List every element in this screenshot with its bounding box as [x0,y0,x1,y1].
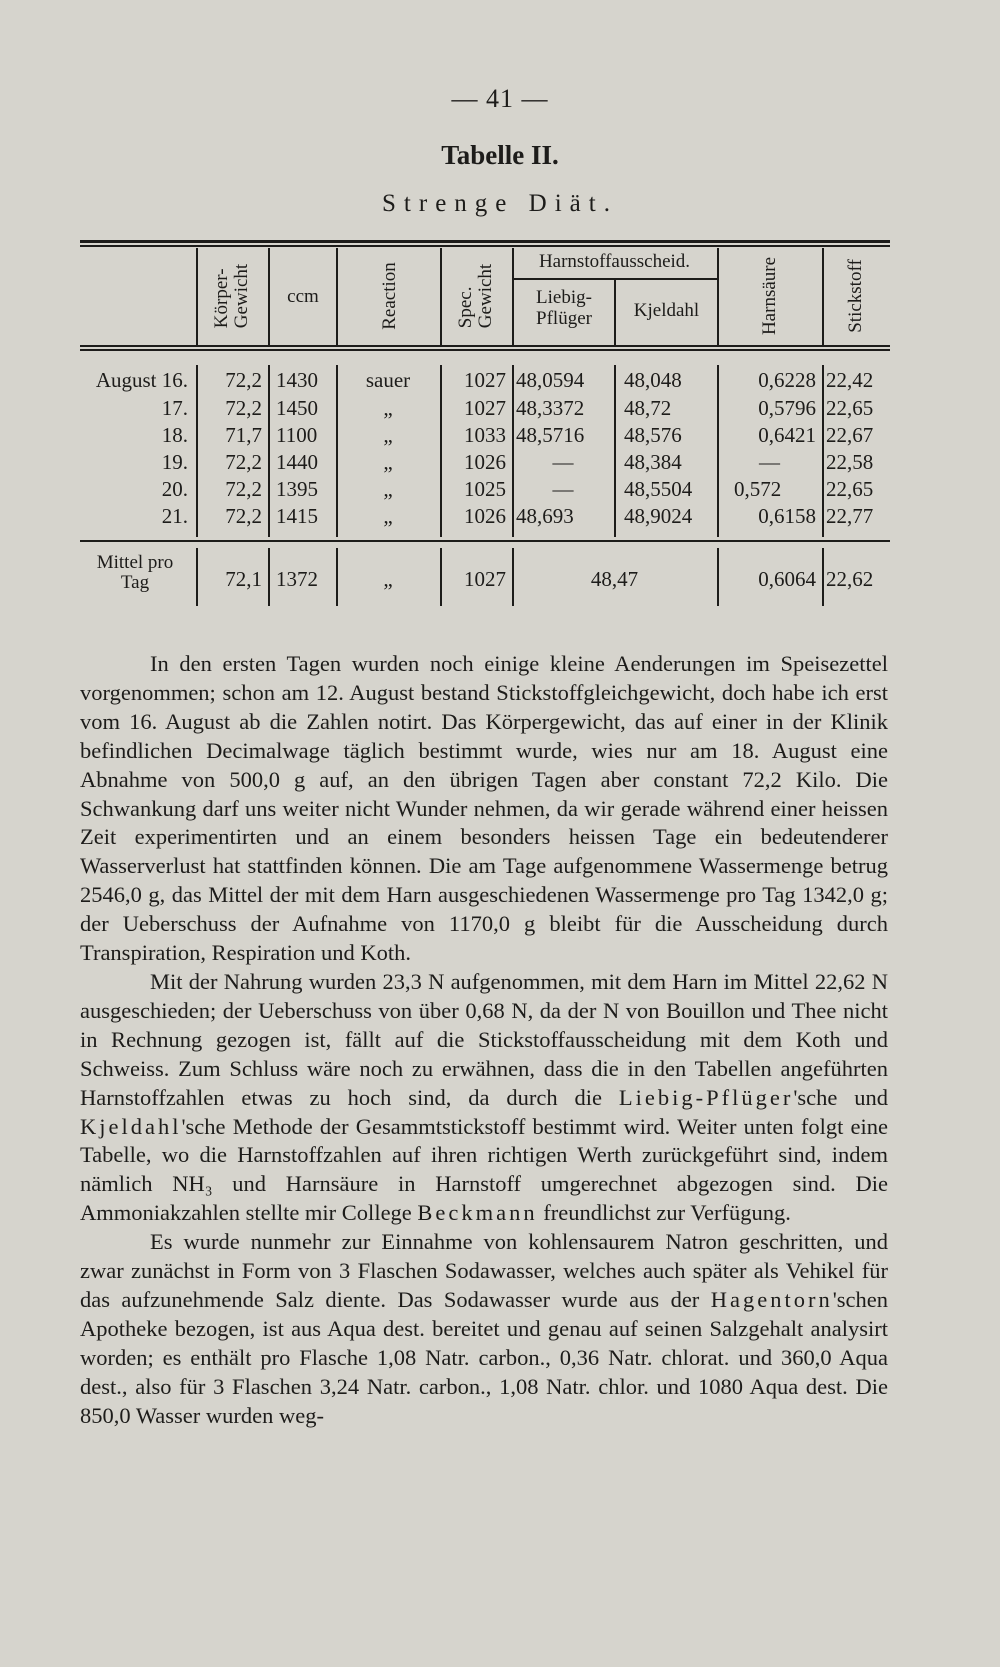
cell-liebig: — [552,450,574,474]
cell-reaction: sauer [365,368,411,392]
cell-date: 21. [161,504,188,528]
cell-kjeldahl: 48,048 [624,368,682,392]
cell-ccm: 1395 [276,477,318,501]
col-header-spec-gravity: Spec. Gewicht [455,263,496,329]
cell-liebig: — [552,477,574,501]
mean-urea: 48,47 [590,567,639,591]
col-divider [822,365,824,537]
cell-weight: 72,2 [225,504,262,528]
cell-reaction: „ [383,450,393,474]
cell-weight: 72,2 [225,450,262,474]
header-bottom-rule [80,345,890,347]
mean-reaction: „ [383,567,393,591]
paragraph-3-text-a: Es wurde nunmehr zur Einnahme von kohlensaurem Natron geschritten, und zwar zunächst in Form von 3 Flaschen Sodawasser, welches auch später als Vehikel für das aufzunehmende Salz diente. Das Sodawasser wurde aus der [80,1229,888,1312]
cell-reaction: „ [383,477,393,501]
cell-ccm: 1450 [276,396,318,420]
col-divider [717,248,719,346]
mean-label [78,553,192,593]
paragraph-2-text-b: 'sche und [793,1084,888,1110]
mean-spec: 1027 [464,567,506,591]
mean-ccm: 1372 [276,567,318,591]
cell-date: 19. [161,450,188,474]
col-header-liebig-pflueger: Liebig- Pflüger [536,287,592,329]
cell-kjeldahl: 48,5504 [624,477,693,501]
cell-liebig: 48,5716 [516,423,585,447]
cell-date: 20. [161,477,188,501]
mean-uric: 0,6064 [758,567,816,591]
cell-weight: 72,2 [225,477,262,501]
cell-uric: — [759,450,780,474]
cell-spec: 1026 [464,504,506,528]
paragraph-3-text-b: 'schen Apotheke bezogen, ist aus Aqua dest. bereitet und genau auf seinen Salzgehalt analysirt worden; es enthält pro Flasche 1,08 Natr. carbon., 0,36 Natr. chlorat. und 360,0 Aqua dest., also für 3 Flaschen 3,24 Natr. carbon., 1,08 Natr. chlor. und 1080 Aqua dest. Die 850,0 Wasser wurden weg- [80,1286,888,1428]
cell-ccm: 1440 [276,450,318,474]
mean-row-rule [80,540,890,542]
table-top-rule-thin [80,245,890,247]
cell-reaction: „ [383,423,393,447]
body-text [80,650,888,1430]
mean-weight: 72,1 [225,567,262,591]
cell-liebig: 48,693 [516,504,574,528]
cell-date: 18. [161,423,188,447]
cell-liebig: 48,0594 [516,368,585,392]
mean-label-line-1: Mittel pro [96,552,174,573]
cell-weight: 72,2 [225,396,262,420]
col-divider [268,365,270,537]
col-header-uric-acid: Harnsäure [759,256,781,336]
paragraph-1 [80,650,888,968]
table-top-rule [80,240,890,243]
cell-uric: 0,6158 [758,504,816,528]
col-header-weight: Körper- Gewicht [211,263,252,329]
cell-ccm: 1430 [276,368,318,392]
cell-spec: 1027 [464,396,506,420]
col-divider [268,548,270,606]
cell-date: 17. [161,396,188,420]
mean-nitrogen: 22,62 [826,567,874,591]
cell-liebig: 48,3372 [516,396,585,420]
cell-weight: 72,2 [225,368,262,392]
cell-uric: 0,5796 [758,396,816,420]
cell-nitrogen: 22,58 [826,450,874,474]
paragraph-2 [80,968,888,1228]
col-divider [614,365,616,537]
col-divider [196,248,198,346]
col-divider [822,548,824,606]
name-liebig-pflueger: Liebig-Pflüger [618,1084,794,1110]
table-subtitle: Strenge Diät. [382,190,618,217]
col-header-ccm: ccm [287,286,319,307]
mean-label-line-2: Tag [120,572,150,593]
cell-date: August 16. [95,368,188,392]
cell-kjeldahl: 48,384 [624,450,682,474]
col-header-nitrogen: Stickstoff [845,259,867,333]
cell-uric: 0,6228 [758,368,816,392]
cell-reaction: „ [383,396,393,420]
col-header-kjeldahl: Kjeldahl [633,300,700,321]
paragraph-1-text: In den ersten Tagen wurden noch einige kleine Aenderungen im Speisezettel vorgenommen; schon am 12. August bestand Stickstoffgleichgewicht, doch habe ich erst vom 16. August ab die Zahlen notirt. Das Körpergewicht, das auf einer in der Klinik befindlichen Decimalwage täglich bestimmt wurde, wies nur am 18. August eine Abnahme von 500,0 g auf, an den übrigen Tagen aber constant 72,2 Kilo. Die Schwankung darf uns weiter nicht Wunder nehmen, da wir gerade während einer heissen Zeit experimentirten und an einem besonders heissen Tage ein bedeutenderer Wasserverlust hat stattfinden können. Die am Tage aufgenommene Wassermenge betrug 2546,0 g, das Mittel der mit dem Harn ausgeschiedenen Wassermenge pro Tag 1342,0 g; der Ueberschuss der Aufnahme von 1170,0 g bleibt für die Ausscheidung durch Transpiration, Respiration und Koth. [80,651,888,966]
cell-spec: 1025 [464,477,506,501]
cell-nitrogen: 22,65 [826,396,874,420]
cell-reaction: „ [383,504,393,528]
cell-uric: 0,572 [734,477,782,501]
cell-nitrogen: 22,67 [826,423,874,447]
cell-kjeldahl: 48,72 [624,396,672,420]
name-kjeldahl: Kjeldahl [80,1113,182,1139]
col-divider [336,248,338,346]
cell-spec: 1027 [464,368,506,392]
page-number: — 41 — [451,84,549,113]
cell-ccm: 1415 [276,504,318,528]
paragraph-2-text-c: 'sche Methode der Gesammtstickstoff bestimmt wird. Weiter unten folgt eine Tabelle, wo die Harnstoffzahlen auf ihren richtigen Werth zurückgeführt sind, indem nämlich NH₃ und Harnsäure in Harnstoff umgerechnet abgezogen sind. Die Ammoniakzahlen stellte mir College [80,1113,888,1226]
col-divider [822,248,824,346]
name-hagentorn: Hagentorn [710,1286,833,1312]
cell-nitrogen: 22,77 [826,504,874,528]
col-header-reaction: Reaction [379,262,401,330]
paragraph-2-text-a: Mit der Nahrung wurden 23,3 N aufgenommen, mit dem Harn im Mittel 22,62 N ausgeschieden; der Ueberschuss von über 0,68 N, da der N von Bouillon und Thee nicht in Rechnung gezogen ist, fällt auf die Stickstoffausscheidung mit dem Koth und Schweiss. Zum Schluss wäre noch zu erwähnen, dass die in den Tabellen angeführten Harnstoffzahlen etwas zu hoch sind, da durch die [80,968,888,1110]
cell-nitrogen: 22,65 [826,477,874,501]
col-group-urea-excretion: Harnstoffausscheid. [538,251,691,272]
cell-nitrogen: 22,42 [826,368,874,392]
cell-uric: 0,6421 [758,423,816,447]
header-bottom-rule-2 [80,349,890,351]
paragraph-2-text-d: freundlichst zur Verfügung. [543,1200,791,1226]
cell-kjeldahl: 48,9024 [624,504,693,528]
cell-ccm: 1100 [276,423,318,447]
col-divider [440,248,442,346]
table-title: Tabelle II. [441,140,559,170]
cell-spec: 1026 [464,450,506,474]
cell-weight: 71,7 [225,423,262,447]
cell-spec: 1033 [464,423,506,447]
name-beckmann: Beckmann [417,1200,538,1226]
cell-kjeldahl: 48,576 [624,423,682,447]
paragraph-3 [80,1228,888,1430]
